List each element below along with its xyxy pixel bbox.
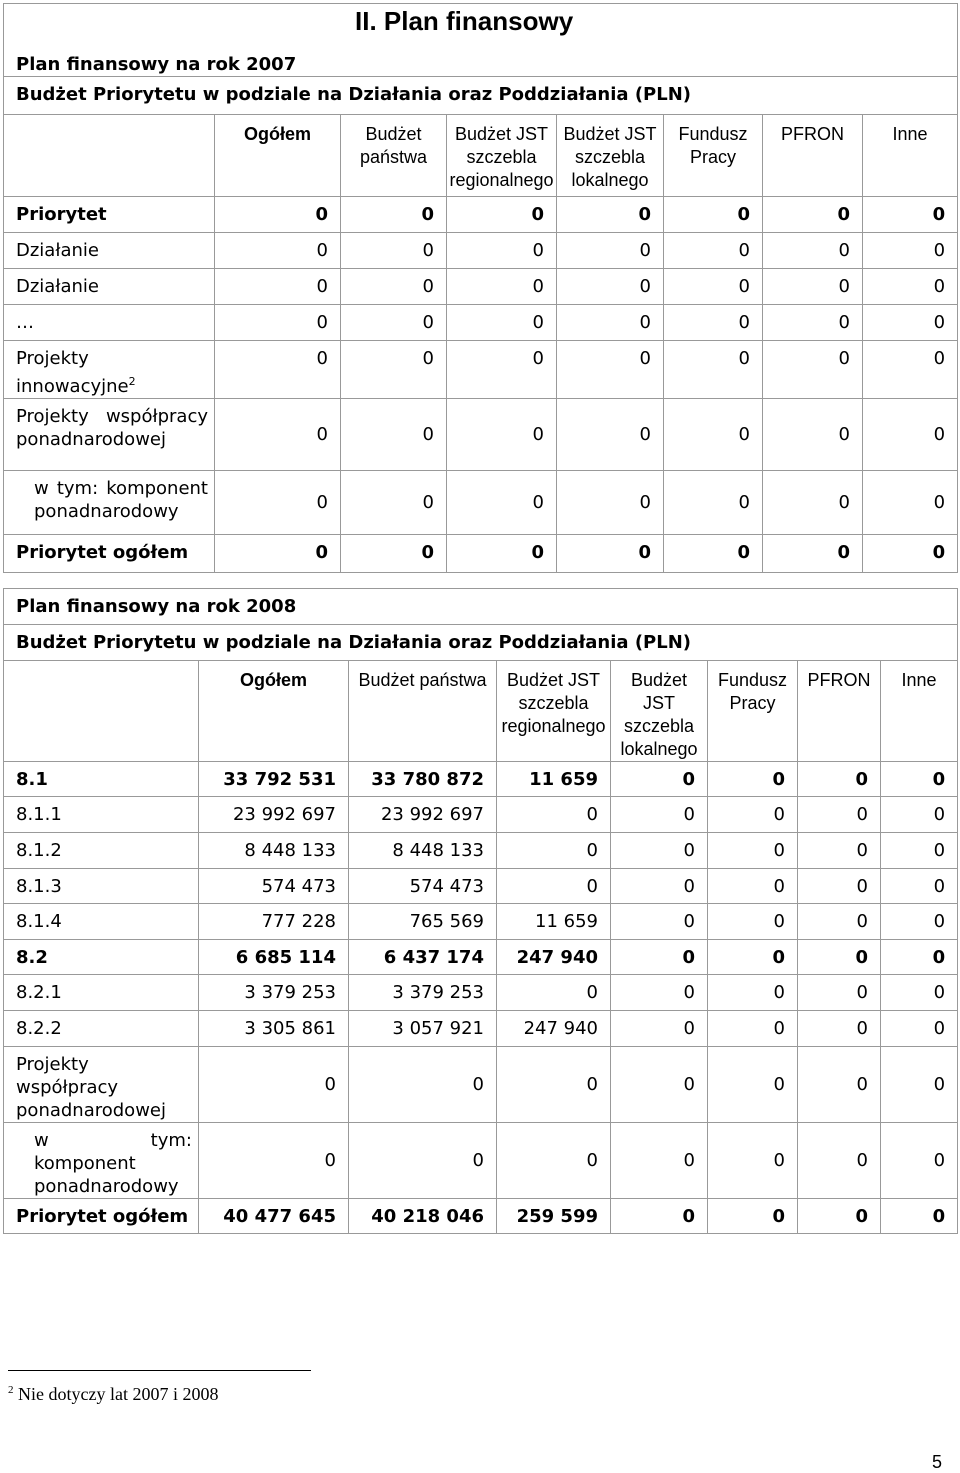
row-label (4, 399, 215, 471)
value-cell: 33 792 531 (199, 762, 349, 797)
value-cell: 0 (664, 233, 763, 269)
row-label (4, 797, 199, 833)
value-cell: 0 (349, 1123, 497, 1199)
value-cell: 0 (763, 471, 863, 535)
column-header: Budżet JST szczebla lokalnego (611, 661, 708, 762)
value-cell: 0 (881, 940, 958, 975)
value-cell: 0 (798, 1199, 881, 1234)
row-label (4, 762, 199, 797)
table-row (4, 833, 958, 869)
value-cell: 0 (664, 535, 763, 573)
value-cell: 0 (881, 1123, 958, 1199)
row-label-text: Priorytet (16, 204, 107, 225)
value-cell: 3 379 253 (199, 975, 349, 1011)
value-cell: 33 780 872 (349, 762, 497, 797)
value-cell: 0 (497, 1047, 611, 1123)
value-cell: 0 (215, 197, 341, 233)
value-cell: 0 (557, 535, 664, 573)
table-subtitle: Budżet Priorytetu w podziale na Działania oraz Poddziałania (PLN) (4, 77, 958, 115)
footnote-separator (8, 1370, 311, 1371)
value-cell: 0 (881, 1047, 958, 1123)
table-row (4, 233, 958, 269)
value-cell: 0 (447, 233, 557, 269)
row-label-text: Działanie (16, 240, 99, 261)
value-cell: 0 (341, 341, 447, 399)
value-cell: 0 (497, 797, 611, 833)
section-heading: II. Plan finansowy (355, 6, 574, 36)
value-cell: 0 (763, 269, 863, 305)
table-title: Plan finansowy na rok 2007 (4, 4, 958, 77)
value-cell: 259 599 (497, 1199, 611, 1234)
row-label (4, 869, 199, 904)
row-label-text: 8.2.2 (16, 1018, 62, 1039)
row-label (4, 535, 215, 573)
value-cell: 0 (557, 399, 664, 471)
column-header: Inne (881, 661, 958, 762)
value-cell: 0 (881, 869, 958, 904)
value-cell: 0 (863, 305, 958, 341)
value-cell: 0 (497, 869, 611, 904)
value-cell: 0 (708, 1011, 798, 1047)
value-cell: 574 473 (199, 869, 349, 904)
value-cell: 0 (611, 975, 708, 1011)
header-empty-cell (4, 115, 215, 197)
value-cell: 0 (611, 833, 708, 869)
value-cell: 0 (611, 797, 708, 833)
value-cell: 0 (881, 975, 958, 1011)
value-cell: 0 (215, 305, 341, 341)
value-cell: 0 (763, 197, 863, 233)
value-cell: 0 (215, 233, 341, 269)
value-cell: 0 (708, 1199, 798, 1234)
value-cell: 0 (447, 535, 557, 573)
value-cell: 0 (447, 471, 557, 535)
value-cell: 0 (447, 399, 557, 471)
value-cell: 0 (664, 399, 763, 471)
value-cell: 0 (664, 341, 763, 399)
row-label (4, 1199, 199, 1234)
value-cell: 0 (664, 197, 763, 233)
value-cell: 0 (664, 269, 763, 305)
value-cell: 0 (611, 1011, 708, 1047)
column-header: Ogółem (215, 115, 341, 197)
table-row (4, 762, 958, 797)
value-cell: 0 (798, 833, 881, 869)
value-cell: 0 (763, 341, 863, 399)
value-cell: 0 (881, 762, 958, 797)
value-cell: 0 (708, 762, 798, 797)
value-cell: 0 (863, 399, 958, 471)
footnote-reference: 2 (128, 375, 136, 388)
value-cell: 40 477 645 (199, 1199, 349, 1234)
value-cell: 0 (708, 1123, 798, 1199)
value-cell: 0 (215, 269, 341, 305)
financial-plan-2007-table (3, 3, 958, 573)
value-cell: 0 (341, 197, 447, 233)
row-label-text: Priorytet ogółem (16, 542, 189, 563)
row-label (4, 471, 215, 535)
value-cell: 11 659 (497, 904, 611, 940)
table-row (4, 535, 958, 573)
value-cell: 0 (863, 471, 958, 535)
value-cell: 0 (611, 869, 708, 904)
row-label-text: 8.1.4 (16, 911, 62, 932)
column-header: PFRON (798, 661, 881, 762)
value-cell: 0 (708, 797, 798, 833)
value-cell: 0 (341, 399, 447, 471)
value-cell: 0 (798, 975, 881, 1011)
value-cell: 574 473 (349, 869, 497, 904)
row-label (4, 904, 199, 940)
column-header: Fundusz Pracy (664, 115, 763, 197)
row-label (4, 233, 215, 269)
table-row (4, 975, 958, 1011)
value-cell: 0 (863, 535, 958, 573)
value-cell: 0 (557, 471, 664, 535)
value-cell: 0 (199, 1047, 349, 1123)
value-cell: 0 (497, 833, 611, 869)
value-cell: 3 305 861 (199, 1011, 349, 1047)
value-cell: 0 (447, 269, 557, 305)
value-cell: 0 (708, 833, 798, 869)
value-cell: 0 (557, 341, 664, 399)
value-cell: 0 (798, 1047, 881, 1123)
row-label (4, 197, 215, 233)
value-cell: 0 (881, 1199, 958, 1234)
value-cell: 40 218 046 (349, 1199, 497, 1234)
value-cell: 0 (611, 762, 708, 797)
table-row (4, 341, 958, 399)
row-label-text: Projekty współpracy ponadnarodowej (16, 1054, 166, 1121)
value-cell: 6 685 114 (199, 940, 349, 975)
value-cell: 3 379 253 (349, 975, 497, 1011)
value-cell: 0 (763, 233, 863, 269)
value-cell: 0 (341, 471, 447, 535)
value-cell: 0 (798, 1011, 881, 1047)
value-cell: 0 (215, 471, 341, 535)
value-cell: 0 (798, 762, 881, 797)
table-subtitle: Budżet Priorytetu w podziale na Działania oraz Poddziałania (PLN) (4, 625, 958, 661)
row-label-text: w tym: komponent ponadnarodowy (34, 478, 208, 522)
value-cell: 0 (557, 269, 664, 305)
value-cell: 23 992 697 (199, 797, 349, 833)
value-cell: 0 (664, 305, 763, 341)
value-cell: 0 (215, 399, 341, 471)
row-label (4, 305, 215, 341)
row-label-text: Priorytet ogółem (16, 1206, 189, 1227)
column-header: Budżet JST szczebla lokalnego (557, 115, 664, 197)
value-cell: 777 228 (199, 904, 349, 940)
value-cell: 3 057 921 (349, 1011, 497, 1047)
value-cell: 6 437 174 (349, 940, 497, 975)
table-row (4, 797, 958, 833)
value-cell: 0 (708, 1047, 798, 1123)
financial-plan-2008-table (3, 588, 958, 1234)
row-label-text: Projekty współpracy ponadnarodowej (16, 406, 208, 450)
table-row (4, 305, 958, 341)
table-row (4, 940, 958, 975)
value-cell: 8 448 133 (199, 833, 349, 869)
row-label (4, 341, 215, 399)
value-cell: 0 (863, 233, 958, 269)
row-label (4, 1047, 199, 1123)
value-cell: 23 992 697 (349, 797, 497, 833)
column-header: Budżet państwa (341, 115, 447, 197)
value-cell: 0 (664, 471, 763, 535)
column-header: Budżet państwa (349, 661, 497, 762)
row-label-text: w tym: komponent ponadnarodowy (34, 1130, 192, 1197)
table-row (4, 1047, 958, 1123)
row-label (4, 975, 199, 1011)
value-cell: 0 (611, 1123, 708, 1199)
column-header: Budżet JST szczebla regionalnego (447, 115, 557, 197)
value-cell: 0 (881, 833, 958, 869)
value-cell: 0 (341, 233, 447, 269)
value-cell: 0 (763, 399, 863, 471)
row-label-text: 8.2 (16, 947, 48, 968)
value-cell: 0 (708, 975, 798, 1011)
table-row (4, 869, 958, 904)
value-cell: 0 (798, 869, 881, 904)
row-label (4, 269, 215, 305)
value-cell: 0 (798, 940, 881, 975)
value-cell: 0 (863, 197, 958, 233)
value-cell: 0 (611, 1199, 708, 1234)
value-cell: 0 (215, 535, 341, 573)
column-header: Budżet JST szczebla regionalnego (497, 661, 611, 762)
value-cell: 0 (863, 269, 958, 305)
value-cell: 0 (447, 305, 557, 341)
header-empty-cell (4, 661, 199, 762)
table-row (4, 904, 958, 940)
footnote-mark: 2 (8, 1384, 14, 1396)
value-cell: 0 (611, 940, 708, 975)
value-cell: 0 (557, 305, 664, 341)
value-cell: 0 (881, 797, 958, 833)
value-cell: 0 (708, 940, 798, 975)
value-cell: 0 (881, 1011, 958, 1047)
row-label-text: 8.1.3 (16, 876, 62, 897)
footnote (8, 1384, 218, 1405)
value-cell: 0 (881, 904, 958, 940)
table-row (4, 1199, 958, 1234)
value-cell: 0 (763, 305, 863, 341)
value-cell: 0 (497, 975, 611, 1011)
value-cell: 0 (798, 797, 881, 833)
value-cell: 0 (497, 1123, 611, 1199)
value-cell: 0 (447, 197, 557, 233)
value-cell: 8 448 133 (349, 833, 497, 869)
value-cell: 0 (341, 269, 447, 305)
table-row (4, 1123, 958, 1199)
value-cell: 0 (708, 904, 798, 940)
row-label (4, 940, 199, 975)
value-cell: 247 940 (497, 1011, 611, 1047)
value-cell: 765 569 (349, 904, 497, 940)
value-cell: 0 (447, 341, 557, 399)
row-label-text: 8.1.2 (16, 840, 62, 861)
value-cell: 0 (763, 535, 863, 573)
value-cell: 0 (611, 904, 708, 940)
value-cell: 0 (557, 233, 664, 269)
value-cell: 0 (863, 341, 958, 399)
value-cell: 0 (611, 1047, 708, 1123)
row-label-text: 8.2.1 (16, 982, 62, 1003)
row-label-text: Projekty innowacyjne (16, 348, 129, 397)
value-cell: 11 659 (497, 762, 611, 797)
value-cell: 0 (798, 904, 881, 940)
value-cell: 0 (215, 341, 341, 399)
value-cell: 0 (199, 1123, 349, 1199)
value-cell: 0 (341, 305, 447, 341)
table-title: Plan finansowy na rok 2008 (4, 589, 958, 625)
column-header: PFRON (763, 115, 863, 197)
table-row (4, 399, 958, 471)
row-label-text: … (16, 312, 34, 333)
value-cell: 0 (798, 1123, 881, 1199)
table-row (4, 471, 958, 535)
value-cell: 0 (708, 869, 798, 904)
column-header: Ogółem (199, 661, 349, 762)
value-cell: 0 (349, 1047, 497, 1123)
value-cell: 0 (341, 535, 447, 573)
column-header: Fundusz Pracy (708, 661, 798, 762)
footnote-text: Nie dotyczy lat 2007 i 2008 (18, 1384, 219, 1404)
table-body-2008 (4, 762, 958, 1234)
row-label-text: 8.1.1 (16, 804, 62, 825)
value-cell: 0 (557, 197, 664, 233)
table-body-2007 (4, 197, 958, 573)
row-label (4, 833, 199, 869)
row-label (4, 1011, 199, 1047)
row-label-text: 8.1 (16, 769, 48, 790)
row-label (4, 1123, 199, 1199)
value-cell: 247 940 (497, 940, 611, 975)
column-header: Inne (863, 115, 958, 197)
table-row (4, 269, 958, 305)
table-row (4, 1011, 958, 1047)
row-label-text: Działanie (16, 276, 99, 297)
table-row (4, 197, 958, 233)
page-number: 5 (932, 1452, 943, 1472)
